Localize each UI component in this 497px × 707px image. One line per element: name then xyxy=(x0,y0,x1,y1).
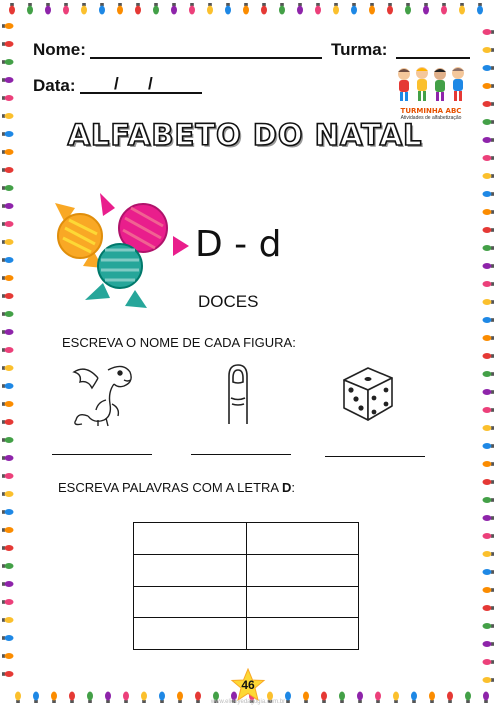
light-bulb-icon xyxy=(483,47,495,53)
date-field[interactable] xyxy=(80,76,202,94)
light-bulb-icon xyxy=(207,3,213,15)
exercise2-instruction-suffix: : xyxy=(291,480,295,495)
light-bulb-icon xyxy=(141,692,147,704)
light-bulb-icon xyxy=(297,3,303,15)
light-bulb-icon xyxy=(123,692,129,704)
light-bulb-icon xyxy=(483,263,495,269)
word-cell[interactable] xyxy=(246,586,359,618)
light-bulb-icon xyxy=(483,137,495,143)
light-bulb-icon xyxy=(483,551,495,557)
light-bulb-icon xyxy=(483,299,495,305)
word-cell[interactable] xyxy=(246,618,359,650)
light-bulb-icon xyxy=(2,203,14,209)
light-bulb-icon xyxy=(483,83,495,89)
page-number: 46 xyxy=(241,678,255,692)
light-bulb-icon xyxy=(483,65,495,71)
light-bulb-icon xyxy=(153,3,159,15)
light-bulb-icon xyxy=(2,581,14,587)
light-bulb-icon xyxy=(303,692,309,704)
light-bulb-icon xyxy=(2,473,14,479)
page-title: ALFABETO DO NATAL xyxy=(67,118,423,152)
light-bulb-icon xyxy=(2,383,14,389)
light-bulb-icon xyxy=(9,3,15,15)
logo-brand: TURMINHA ABC xyxy=(400,107,462,115)
light-bulb-icon xyxy=(483,692,489,704)
word-cell[interactable] xyxy=(134,523,247,555)
light-bulb-icon xyxy=(483,677,495,683)
light-bulb-icon xyxy=(483,533,495,539)
logo xyxy=(388,66,474,121)
light-bulb-icon xyxy=(2,275,14,281)
light-bulb-icon xyxy=(483,497,495,503)
light-bulb-icon xyxy=(2,77,14,83)
light-bulb-icon xyxy=(2,671,14,677)
light-bulb-icon xyxy=(69,692,75,704)
light-bulb-icon xyxy=(483,155,495,161)
light-bulb-icon xyxy=(483,353,495,359)
light-bulb-icon xyxy=(81,3,87,15)
light-bulb-icon xyxy=(393,692,399,704)
answer-line-dragon[interactable] xyxy=(52,454,152,455)
table-row xyxy=(134,523,359,555)
light-bulb-icon xyxy=(159,692,165,704)
light-bulb-icon xyxy=(405,3,411,15)
light-bulb-icon xyxy=(2,365,14,371)
dice-icon xyxy=(340,362,396,424)
date-separator: / xyxy=(114,74,119,93)
light-bulb-icon xyxy=(465,692,471,704)
light-bulb-icon xyxy=(2,131,14,137)
light-bulb-icon xyxy=(483,479,495,485)
light-bulb-icon xyxy=(483,641,495,647)
light-bulb-icon xyxy=(423,3,429,15)
light-bulb-icon xyxy=(483,281,495,287)
light-bulb-icon xyxy=(483,605,495,611)
light-bulb-icon xyxy=(105,692,111,704)
light-bulb-icon xyxy=(483,407,495,413)
light-bulb-icon xyxy=(2,653,14,659)
light-bulb-icon xyxy=(117,3,123,15)
letter-word: DOCES xyxy=(198,292,259,311)
light-bulb-icon xyxy=(483,461,495,467)
table-row xyxy=(134,554,359,586)
word-cell[interactable] xyxy=(246,523,359,555)
date-separator: / xyxy=(148,74,153,93)
light-bulb-icon xyxy=(2,527,14,533)
light-bulb-icon xyxy=(2,41,14,47)
light-bulb-icon xyxy=(2,635,14,641)
light-bulb-icon xyxy=(441,3,447,15)
table-row xyxy=(134,618,359,650)
light-bulb-icon xyxy=(483,515,495,521)
light-bulb-icon xyxy=(2,617,14,623)
light-bulb-icon xyxy=(315,3,321,15)
light-bulb-icon xyxy=(2,545,14,551)
light-bulb-icon xyxy=(2,311,14,317)
light-bulb-icon xyxy=(2,401,14,407)
light-bulb-icon xyxy=(411,692,417,704)
name-label: Nome: xyxy=(33,40,86,59)
answer-line-finger[interactable] xyxy=(191,454,291,455)
light-bulb-icon xyxy=(99,3,105,15)
light-bulb-icon xyxy=(369,3,375,15)
light-bulb-icon xyxy=(135,3,141,15)
light-bulb-icon xyxy=(483,623,495,629)
light-bulb-icon xyxy=(483,587,495,593)
word-cell[interactable] xyxy=(134,586,247,618)
light-bulb-icon xyxy=(171,3,177,15)
light-bulb-icon xyxy=(2,509,14,515)
kids-icon xyxy=(388,66,474,102)
light-bulb-icon xyxy=(2,95,14,101)
light-bulb-icon xyxy=(2,599,14,605)
light-bulb-icon xyxy=(51,692,57,704)
light-bulb-icon xyxy=(483,245,495,251)
light-bulb-icon xyxy=(2,185,14,191)
light-bulb-icon xyxy=(321,692,327,704)
light-bulb-icon xyxy=(2,293,14,299)
light-bulb-icon xyxy=(33,692,39,704)
word-cell[interactable] xyxy=(246,554,359,586)
light-bulb-icon xyxy=(483,101,495,107)
light-bulb-icon xyxy=(357,692,363,704)
exercise1-instruction: ESCREVA O NOME DE CADA FIGURA: xyxy=(62,335,296,350)
light-bulb-icon xyxy=(2,437,14,443)
light-bulb-icon xyxy=(483,191,495,197)
light-bulb-icon xyxy=(447,692,453,704)
date-label: Data: xyxy=(33,76,76,95)
light-bulb-icon xyxy=(387,3,393,15)
light-bulb-icon xyxy=(375,692,381,704)
light-bulb-icon xyxy=(2,167,14,173)
class-label: Turma: xyxy=(331,40,388,59)
light-bulb-icon xyxy=(483,29,495,35)
light-bulb-icon xyxy=(45,3,51,15)
light-bulb-icon xyxy=(2,239,14,245)
table-row xyxy=(134,586,359,618)
answer-line-dice[interactable] xyxy=(325,456,425,457)
name-field[interactable] xyxy=(90,40,322,59)
website-watermark: www.eliokyedagogia.com.br xyxy=(210,699,286,705)
words-table xyxy=(133,522,359,650)
light-bulb-icon xyxy=(27,3,33,15)
light-bulb-icon xyxy=(483,569,495,575)
light-bulb-icon xyxy=(351,3,357,15)
light-bulb-icon xyxy=(483,425,495,431)
light-bulb-icon xyxy=(261,3,267,15)
light-bulb-icon xyxy=(483,209,495,215)
exercise2-instruction-prefix: ESCREVA PALAVRAS COM A LETRA xyxy=(58,480,282,495)
light-bulb-icon xyxy=(2,221,14,227)
letter-display: D - d xyxy=(195,224,282,265)
light-bulb-icon xyxy=(483,389,495,395)
light-bulb-icon xyxy=(429,692,435,704)
light-bulb-icon xyxy=(2,455,14,461)
exercise2-instruction-letter: D xyxy=(281,480,292,495)
light-bulb-icon xyxy=(459,3,465,15)
light-bulb-icon xyxy=(15,692,21,704)
light-bulb-icon xyxy=(483,173,495,179)
light-bulb-icon xyxy=(63,3,69,15)
light-bulb-icon xyxy=(177,692,183,704)
logo-subtitle: Atividades de alfabetização xyxy=(400,115,462,121)
light-bulb-icon xyxy=(2,149,14,155)
light-bulb-icon xyxy=(189,3,195,15)
light-bulb-icon xyxy=(2,563,14,569)
word-cell[interactable] xyxy=(134,554,247,586)
light-bulb-icon xyxy=(483,317,495,323)
exercise2-instruction xyxy=(58,480,295,495)
light-bulb-icon xyxy=(483,659,495,665)
candies-icon xyxy=(55,188,190,313)
light-bulb-icon xyxy=(2,329,14,335)
light-bulb-icon xyxy=(2,23,14,29)
light-bulb-icon xyxy=(339,692,345,704)
light-bulb-icon xyxy=(2,491,14,497)
light-bulb-icon xyxy=(483,119,495,125)
finger-icon xyxy=(225,362,251,428)
light-bulb-icon xyxy=(2,113,14,119)
light-bulb-icon xyxy=(2,257,14,263)
light-bulb-icon xyxy=(87,692,93,704)
light-bulb-icon xyxy=(2,347,14,353)
light-bulb-icon xyxy=(279,3,285,15)
light-bulb-icon xyxy=(243,3,249,15)
word-cell[interactable] xyxy=(134,618,247,650)
light-bulb-icon xyxy=(2,59,14,65)
class-field[interactable] xyxy=(396,40,470,59)
light-bulb-icon xyxy=(225,3,231,15)
light-bulb-icon xyxy=(483,443,495,449)
light-bulb-icon xyxy=(483,335,495,341)
light-bulb-icon xyxy=(483,371,495,377)
light-bulb-icon xyxy=(333,3,339,15)
dragon-icon xyxy=(68,360,138,428)
light-bulb-icon xyxy=(2,419,14,425)
light-bulb-icon xyxy=(483,227,495,233)
light-bulb-icon xyxy=(477,3,483,15)
